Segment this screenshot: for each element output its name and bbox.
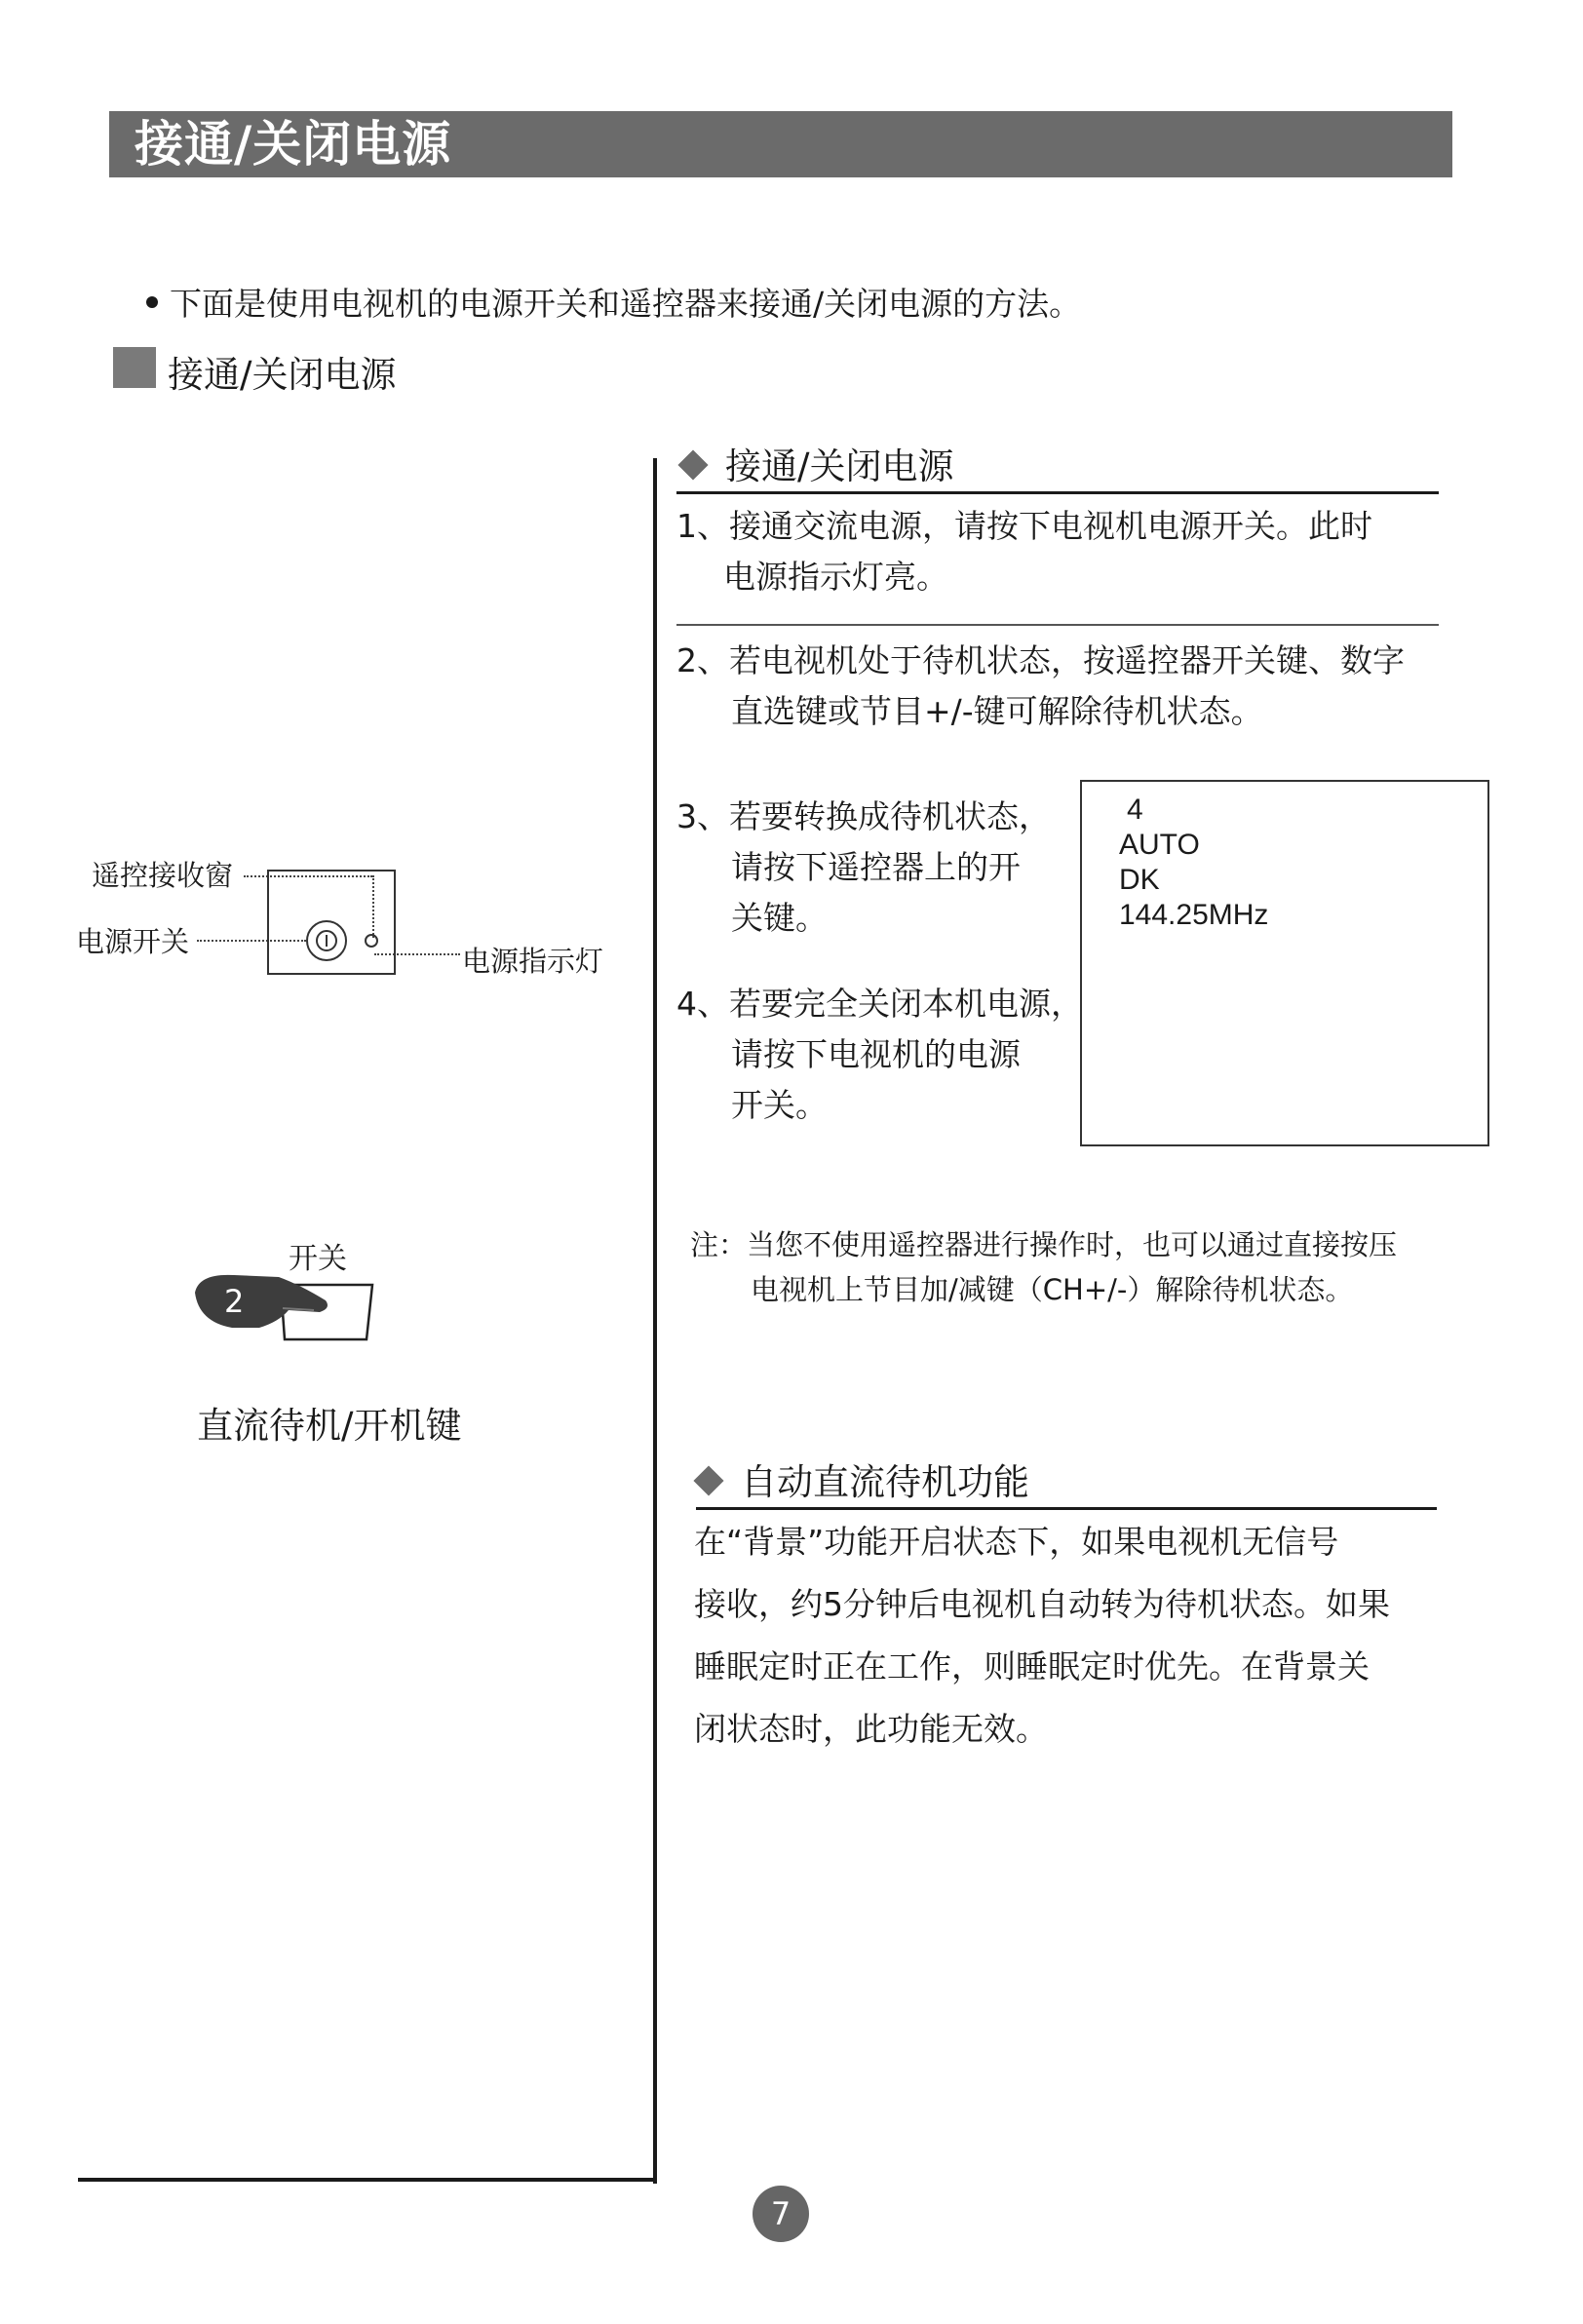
power-section-heading — [676, 437, 953, 489]
section-square-icon — [113, 347, 156, 388]
subsection-title: 接通/关闭电源 — [168, 354, 397, 396]
auto-standby-line-1: 在“背景”功能开启状态下，如果电视机无信号 — [694, 1523, 1339, 1561]
step-3-line-3: 关键。 — [731, 899, 828, 937]
switch-caption: 直流待机/开机键 — [197, 1405, 462, 1447]
step-4-line-1: 4、若要完全关闭本机电源， — [676, 985, 1083, 1023]
auto-standby-body — [694, 1511, 1390, 1761]
osd-frequency: 144.25MHz — [1119, 899, 1269, 931]
step-1 — [676, 501, 1372, 602]
osd-mode: AUTO — [1119, 829, 1200, 861]
auto-standby-heading-text: 自动直流待机功能 — [741, 1461, 1029, 1503]
power-heading-text: 接通/关闭电源 — [725, 445, 954, 487]
heading-rule — [676, 491, 1439, 494]
step-2 — [676, 636, 1405, 737]
step-3-line-1: 3、若要转换成待机状态， — [676, 797, 1051, 835]
intro-text — [146, 279, 1081, 325]
step-4-line-2: 请按下电视机的电源 — [731, 1035, 1021, 1073]
note-line-2: 电视机上节目加/减键（CH+/-）解除待机状态。 — [751, 1273, 1354, 1306]
step-4-line-3: 开关。 — [731, 1086, 828, 1124]
bullet-icon — [146, 296, 158, 308]
remote-window-label: 遥控接收窗 — [92, 859, 234, 892]
note-line-1: 注：当您不使用遥控器进行操作时，也可以通过直接按压 — [690, 1228, 1398, 1261]
power-led-icon — [365, 934, 378, 948]
diamond-icon — [693, 1465, 723, 1495]
auto-standby-heading — [692, 1452, 1029, 1505]
switch-badge: 2 — [224, 1283, 245, 1320]
step-2-line-2: 直选键或节目+/-键可解除待机状态。 — [731, 692, 1263, 730]
page-number: 7 — [753, 2186, 809, 2242]
auto-standby-line-4: 闭状态时，此功能无效。 — [694, 1710, 1048, 1748]
step-3-line-2: 请按下遥控器上的开 — [731, 848, 1021, 886]
step-4 — [676, 979, 1083, 1131]
page-title: 接通/关闭电源 — [109, 111, 1452, 177]
step-2-line-1: 2、若电视机处于待机状态，按遥控器开关键、数字 — [676, 641, 1405, 679]
osd-channel: 4 — [1127, 794, 1143, 826]
osd-system: DK — [1119, 864, 1160, 896]
auto-standby-line-2: 接收，约5分钟后电视机自动转为待机状态。如果 — [694, 1585, 1390, 1623]
step-3 — [676, 792, 1051, 944]
column-divider — [653, 458, 657, 2184]
diamond-icon — [677, 449, 708, 480]
step-divider — [676, 624, 1439, 626]
power-led-label: 电源指示灯 — [462, 945, 604, 978]
switch-label: 开关 — [289, 1242, 347, 1276]
note — [690, 1222, 1397, 1312]
osd-display — [1080, 780, 1489, 1146]
step-1-line-1: 1、接通交流电源，请按下电视机电源开关。此时 — [676, 507, 1372, 545]
finger-press-icon — [191, 1265, 382, 1343]
power-switch-label: 电源开关 — [76, 925, 190, 958]
intro-line: 下面是使用电视机的电源开关和遥控器来接通/关闭电源的方法。 — [170, 285, 1082, 323]
auto-standby-line-3: 睡眠定时正在工作，则睡眠定时优先。在背景关 — [694, 1647, 1370, 1685]
bottom-rule — [78, 2178, 655, 2182]
auto-standby-rule — [696, 1507, 1437, 1510]
step-1-line-2: 电源指示灯亮。 — [723, 558, 948, 596]
power-switch-knob-icon — [306, 920, 347, 961]
